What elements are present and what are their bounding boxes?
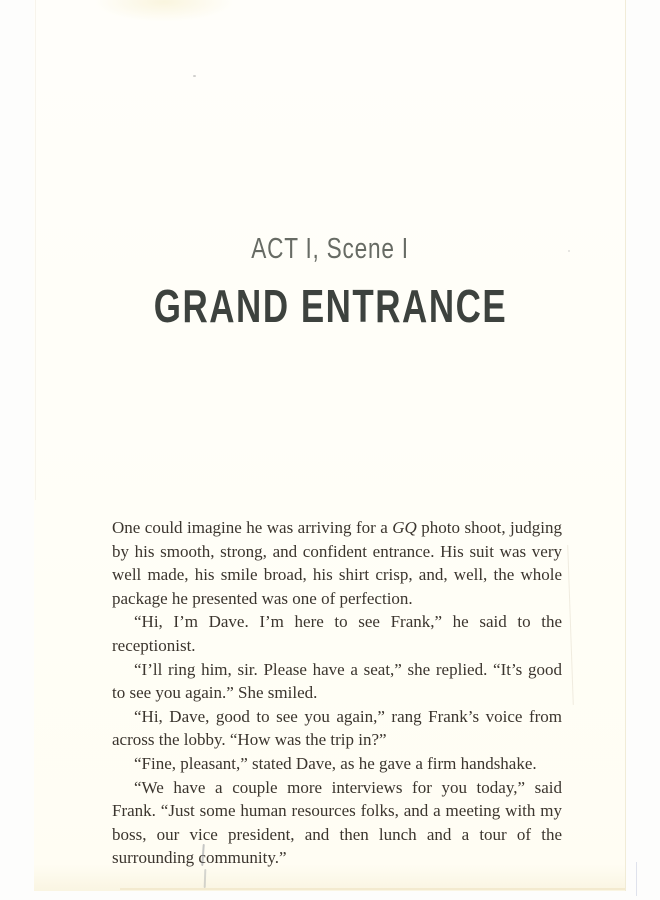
page-edge-bottom <box>120 888 625 890</box>
text-segment: “Hi, I’m Dave. I’m here to see Frank,” he said to the receptionist. <box>112 612 562 655</box>
paragraph <box>112 705 562 752</box>
chapter-title <box>34 280 626 332</box>
paragraph <box>112 516 562 610</box>
text-segment: One could imagine he was arriving for a <box>112 518 393 537</box>
text-segment: “Fine, pleasant,” stated Dave, as he gave a firm handshake. <box>134 753 537 773</box>
body-text <box>112 516 562 870</box>
paragraph <box>112 752 562 776</box>
paragraph <box>112 610 562 657</box>
scan-crease <box>636 862 637 896</box>
paragraph <box>112 658 562 705</box>
scan-tint <box>94 0 234 22</box>
page-edge-right <box>625 0 626 891</box>
scan-speck <box>568 250 570 252</box>
italic-text: GQ <box>392 518 417 537</box>
text-segment: photo shoot, judging by his smooth, strong, and confident entrance. His suit was very well made, his smile broad, his shirt crisp, and, well, the whole package he presented was one of perfection. <box>112 518 562 608</box>
chapter-title-text: GRAND ENTRANCE <box>153 280 507 332</box>
text-segment: “Hi, Dave, good to see you again,” rang Frank’s voice from across the lobby. “How was the trip in?” <box>112 706 562 750</box>
paragraph <box>112 776 562 870</box>
text-segment: “I’ll ring him, sir. Please have a seat,” she replied. “It’s good to see you again.” She smiled. <box>112 659 562 703</box>
scan-speck <box>193 75 196 77</box>
text-segment: “We have a couple more interviews for you today,” said Frank. “Just some human resources folks, and a meeting with my boss, our vice president, and then lunch and a tour of the surrounding community.” <box>112 777 562 868</box>
act-scene-heading <box>34 233 626 265</box>
act-scene-heading-text: ACT I, Scene I <box>251 233 409 265</box>
